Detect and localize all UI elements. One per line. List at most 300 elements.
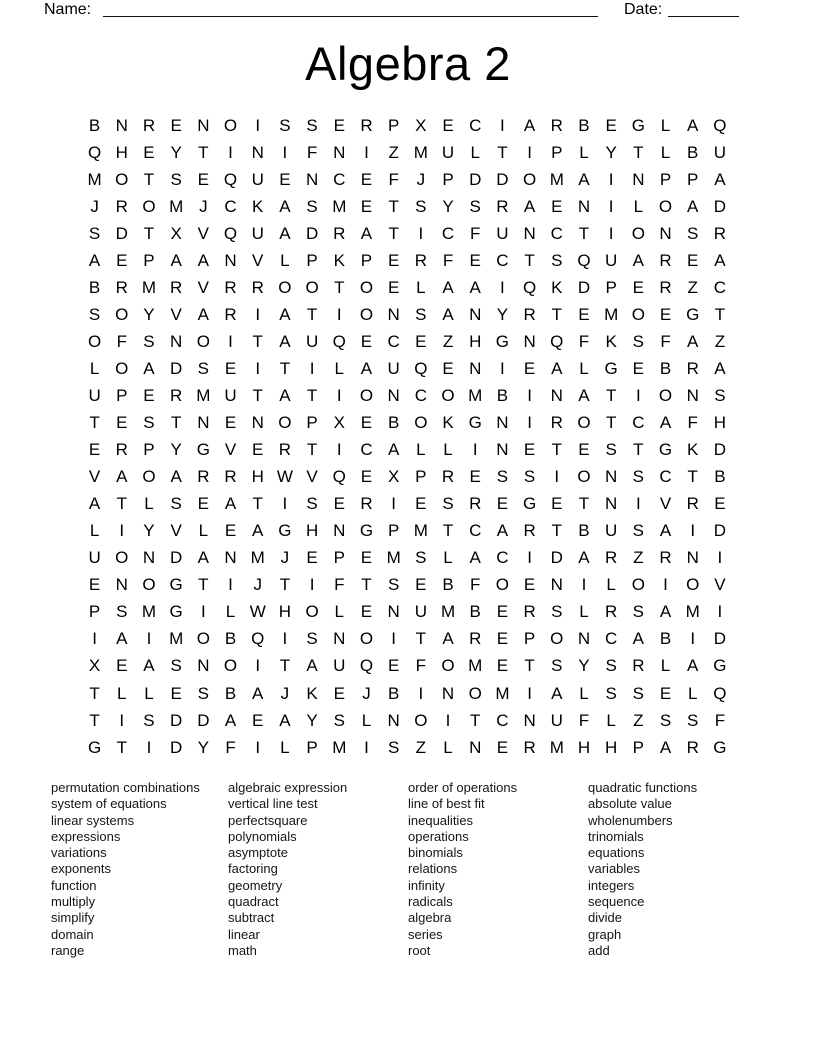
grid-cell: T <box>470 710 481 730</box>
grid-cell: T <box>578 494 590 514</box>
grid-cell: M <box>250 548 265 568</box>
grid-cell: O <box>686 575 700 595</box>
grid-cell: B <box>88 277 101 297</box>
word-item: inequalities <box>408 812 474 828</box>
grid-cell: N <box>142 548 156 568</box>
grid-cell: Q <box>223 169 238 189</box>
grid-cell: A <box>659 413 672 433</box>
grid-cell: P <box>523 629 536 649</box>
grid-cell: L <box>280 737 290 757</box>
grid-cell: Q <box>251 629 265 649</box>
grid-cell: N <box>197 413 210 433</box>
grid-cell: A <box>360 358 373 378</box>
grid-cell: T <box>361 575 372 595</box>
grid-cell: J <box>416 169 426 189</box>
grid-cell: R <box>523 737 536 757</box>
grid-cell: P <box>387 521 400 541</box>
grid-cell: D <box>577 277 591 297</box>
grid-cell: R <box>360 494 373 514</box>
grid-cell: G <box>658 440 673 460</box>
grid-cell: U <box>713 142 727 162</box>
grid-cell: I <box>391 629 397 649</box>
grid-cell: C <box>605 629 618 649</box>
grid-cell: N <box>441 683 455 703</box>
word-item: exponents <box>51 861 111 877</box>
grid-cell: I <box>527 683 532 703</box>
grid-cell: R <box>224 304 237 324</box>
grid-cell: J <box>199 196 208 216</box>
grid-cell: S <box>659 710 672 730</box>
word-item: variables <box>588 861 641 877</box>
grid-cell: V <box>224 440 237 460</box>
grid-cell: N <box>496 413 509 433</box>
grid-cell: E <box>170 683 182 703</box>
grid-cell: E <box>224 413 237 433</box>
grid-cell: A <box>279 710 291 730</box>
grid-cell: Q <box>332 467 346 487</box>
grid-cell: A <box>442 629 454 649</box>
word-item: order of operations <box>408 780 518 795</box>
grid-cell: N <box>251 142 264 162</box>
grid-cell: X <box>170 223 182 243</box>
grid-cell: F <box>578 331 590 351</box>
grid-cell: E <box>496 629 509 649</box>
grid-cell: E <box>224 521 237 541</box>
grid-cell: L <box>579 602 589 622</box>
grid-cell: A <box>659 737 672 757</box>
grid-cell: N <box>469 358 482 378</box>
grid-cell: Z <box>442 331 454 351</box>
grid-cell: V <box>197 277 210 297</box>
grid-cell: I <box>635 494 641 514</box>
word-column-2 <box>228 780 347 959</box>
grid-cell: O <box>359 277 374 297</box>
grid-cell: E <box>496 656 509 676</box>
word-column-3 <box>408 780 517 959</box>
grid-cell: V <box>197 223 210 243</box>
grid-cell: R <box>115 440 128 460</box>
grid-cell: Q <box>359 656 374 676</box>
grid-cell: A <box>687 115 699 135</box>
word-item: line of best fit <box>408 796 485 812</box>
grid-cell: P <box>442 169 454 189</box>
grid-cell: I <box>418 223 424 243</box>
word-item: simplify <box>51 910 95 926</box>
grid-cell: R <box>414 250 427 270</box>
grid-cell: E <box>333 494 345 514</box>
grid-cell: U <box>414 602 427 622</box>
grid-cell: S <box>605 440 617 460</box>
grid-cell: I <box>282 142 288 162</box>
grid-cell: I <box>500 358 505 378</box>
grid-cell: R <box>469 494 482 514</box>
grid-cell: P <box>659 169 672 189</box>
grid-cell: O <box>115 304 129 324</box>
grid-cell: O <box>468 683 482 703</box>
grid-cell: Q <box>522 277 537 297</box>
grid-cell: I <box>717 602 723 622</box>
grid-cell: M <box>468 656 483 676</box>
grid-cell: M <box>332 196 347 216</box>
grid-cell: T <box>252 494 263 514</box>
grid-cell: I <box>418 683 424 703</box>
grid-cell: K <box>605 331 617 351</box>
grid-cell: F <box>687 413 698 433</box>
grid-cell: P <box>306 250 318 270</box>
grid-cell: R <box>224 277 237 297</box>
grid-cell: T <box>279 358 291 378</box>
grid-cell: O <box>87 331 102 351</box>
grid-cell: Y <box>306 710 318 730</box>
grid-cell: M <box>413 142 428 162</box>
word-column-1 <box>51 780 200 959</box>
grid-cell: L <box>416 277 426 297</box>
grid-cell: T <box>415 629 427 649</box>
grid-cell: U <box>496 223 509 243</box>
grid-cell: C <box>333 169 346 189</box>
grid-cell: G <box>522 494 537 514</box>
grid-cell: L <box>633 196 644 216</box>
grid-cell: E <box>224 358 237 378</box>
grid-cell: A <box>224 710 237 730</box>
grid-cell: O <box>441 656 455 676</box>
grid-cell: L <box>660 115 671 135</box>
grid-cell: I <box>527 548 532 568</box>
grid-cell: E <box>605 115 617 135</box>
grid-cell: A <box>632 629 645 649</box>
grid-cell: A <box>197 304 210 324</box>
word-item: divide <box>588 910 622 926</box>
grid-cell: I <box>119 710 125 730</box>
grid-cell: C <box>496 250 509 270</box>
grid-cell: O <box>223 656 238 676</box>
grid-cell: I <box>581 575 587 595</box>
grid-cell: I <box>255 304 261 324</box>
grid-cell: G <box>604 358 618 378</box>
grid-cell: A <box>469 277 481 297</box>
grid-cell: T <box>143 169 155 189</box>
grid-cell: W <box>249 602 266 622</box>
grid-cell: E <box>551 494 563 514</box>
grid-cell: S <box>197 683 210 703</box>
grid-cell: P <box>360 250 373 270</box>
date-label: Date: <box>624 1 663 18</box>
word-item: variations <box>51 845 107 861</box>
grid-cell: S <box>687 710 699 730</box>
grid-cell: U <box>251 223 264 243</box>
grid-cell: B <box>496 385 509 405</box>
grid-cell: Q <box>713 683 727 703</box>
grid-cell: N <box>251 413 264 433</box>
grid-cell: R <box>686 358 699 378</box>
grid-cell: R <box>523 521 536 541</box>
grid-cell: E <box>360 467 373 487</box>
grid-cell: Z <box>714 331 726 351</box>
grid-cell: T <box>306 385 318 405</box>
grid-cell: J <box>280 683 290 703</box>
grid-cell: S <box>387 737 400 757</box>
grid-cell: B <box>659 358 672 378</box>
grid-cell: T <box>714 304 726 324</box>
grid-cell: C <box>469 115 482 135</box>
grid-cell: I <box>255 358 261 378</box>
grid-cell: E <box>360 548 373 568</box>
grid-cell: F <box>334 575 345 595</box>
grid-cell: R <box>523 602 536 622</box>
grid-cell: A <box>387 440 400 460</box>
word-item: perfectsquare <box>228 812 308 828</box>
grid-cell: N <box>305 169 319 189</box>
grid-cell: I <box>200 602 206 622</box>
grid-cell: I <box>336 440 342 460</box>
grid-cell: E <box>360 413 373 433</box>
grid-cell: R <box>605 602 618 622</box>
grid-cell: Q <box>550 331 564 351</box>
grid-cell: M <box>604 304 619 324</box>
grid-cell: A <box>632 250 645 270</box>
grid-cell: O <box>550 629 564 649</box>
grid-cell: E <box>143 142 155 162</box>
grid-cell: I <box>608 169 614 189</box>
grid-cell: R <box>659 277 672 297</box>
grid-cell: C <box>414 385 427 405</box>
grid-cell: D <box>170 358 183 378</box>
grid-cell: U <box>605 521 618 541</box>
grid-cell: L <box>579 358 589 378</box>
grid-cell: S <box>442 494 454 514</box>
grid-cell: S <box>415 196 427 216</box>
grid-cell: I <box>717 548 723 568</box>
grid-cell: P <box>551 142 563 162</box>
grid-cell: X <box>387 467 400 487</box>
name-label: Name: <box>44 1 92 18</box>
grid-cell: S <box>170 169 182 189</box>
grid-cell: K <box>551 277 563 297</box>
grid-cell: E <box>442 115 454 135</box>
word-item: permutation combinations <box>51 780 200 795</box>
grid-cell: S <box>687 223 699 243</box>
grid-cell: E <box>360 169 373 189</box>
grid-cell: A <box>578 169 590 189</box>
word-item: math <box>228 942 257 958</box>
grid-cell: N <box>550 385 563 405</box>
grid-cell: U <box>88 548 101 568</box>
date-blank-line <box>668 16 739 17</box>
word-item: binomials <box>408 845 463 861</box>
grid-cell: M <box>549 737 564 757</box>
grid-cell: Y <box>496 304 509 324</box>
grid-cell: E <box>197 494 210 514</box>
grid-cell: Q <box>87 142 102 162</box>
grid-cell: I <box>336 385 342 405</box>
grid-cell: A <box>143 656 155 676</box>
grid-cell: U <box>550 710 563 730</box>
grid-cell: A <box>714 250 726 270</box>
grid-cell: A <box>143 358 155 378</box>
grid-cell: N <box>605 467 618 487</box>
grid-cell: R <box>441 467 455 487</box>
grid-cell: O <box>196 331 210 351</box>
grid-cell: T <box>89 413 100 433</box>
grid-cell: R <box>170 277 183 297</box>
grid-cell: A <box>252 683 264 703</box>
word-item: geometry <box>228 877 283 893</box>
grid-cell: J <box>90 196 99 216</box>
grid-cell: F <box>660 331 671 351</box>
word-item: multiply <box>51 894 96 910</box>
grid-cell: B <box>442 575 454 595</box>
word-item: sequence <box>588 894 645 910</box>
grid-cell: V <box>659 494 672 514</box>
grid-cell: R <box>496 196 509 216</box>
grid-cell: A <box>279 304 291 324</box>
grid-cell: H <box>251 467 264 487</box>
grid-cell: S <box>279 115 291 135</box>
grid-cell: R <box>170 385 183 405</box>
grid-cell: R <box>278 440 292 460</box>
grid-cell: C <box>659 467 672 487</box>
word-item: algebra <box>408 910 452 926</box>
grid-cell: R <box>605 548 618 568</box>
grid-cell: A <box>279 223 291 243</box>
grid-cell: S <box>551 602 563 622</box>
grid-cell: B <box>687 142 699 162</box>
grid-cell: L <box>117 683 127 703</box>
grid-cell: E <box>551 196 563 216</box>
grid-cell: A <box>578 548 590 568</box>
grid-cell: V <box>252 250 264 270</box>
grid-cell: N <box>387 602 400 622</box>
grid-cell: E <box>496 737 509 757</box>
grid-cell: D <box>197 710 210 730</box>
grid-cell: A <box>523 196 536 216</box>
word-item: infinity <box>408 877 445 893</box>
grid-cell: S <box>415 304 427 324</box>
grid-cell: R <box>224 467 237 487</box>
grid-cell: F <box>388 169 399 189</box>
grid-cell: A <box>442 277 454 297</box>
grid-cell: Y <box>143 521 155 541</box>
grid-cell: P <box>387 115 400 135</box>
grid-cell: T <box>497 142 508 162</box>
grid-cell: U <box>305 331 319 351</box>
grid-cell: G <box>278 521 292 541</box>
grid-cell: H <box>605 737 618 757</box>
grid-cell: M <box>386 548 401 568</box>
grid-cell: I <box>690 629 696 649</box>
grid-cell: U <box>605 250 618 270</box>
grid-cell: N <box>523 331 536 351</box>
grid-cell: U <box>333 656 346 676</box>
grid-cell: G <box>196 440 210 460</box>
grid-cell: O <box>414 413 428 433</box>
grid-cell: E <box>469 250 481 270</box>
grid-cell: L <box>198 521 209 541</box>
grid-cell: N <box>387 385 400 405</box>
grid-cell: R <box>115 196 128 216</box>
grid-cell: B <box>659 629 672 649</box>
grid-cell: I <box>527 385 532 405</box>
grid-cell: M <box>685 602 700 622</box>
grid-cell: I <box>608 223 614 243</box>
grid-cell: N <box>115 575 128 595</box>
grid-cell: I <box>282 629 288 649</box>
grid-cell: S <box>632 521 645 541</box>
grid-cell: S <box>632 602 645 622</box>
grid-cell: C <box>387 331 400 351</box>
grid-cell: H <box>713 413 727 433</box>
grid-cell: I <box>635 385 641 405</box>
grid-cell: T <box>551 304 562 324</box>
grid-cell: E <box>387 277 400 297</box>
grid-cell: N <box>115 115 128 135</box>
grid-cell: S <box>88 304 101 324</box>
grid-cell: G <box>713 656 727 676</box>
grid-cell: O <box>631 223 645 243</box>
grid-cell: L <box>280 250 290 270</box>
grid-cell: N <box>523 710 536 730</box>
grid-cell: G <box>87 737 102 757</box>
grid-cell: E <box>116 250 128 270</box>
grid-cell: E <box>116 413 128 433</box>
grid-cell: L <box>579 142 589 162</box>
grid-cell: L <box>443 440 453 460</box>
grid-cell: T <box>116 494 127 514</box>
grid-cell: K <box>687 440 699 460</box>
grid-cell: L <box>334 602 345 622</box>
grid-cell: Y <box>170 440 182 460</box>
grid-cell: N <box>686 548 699 568</box>
grid-cell: E <box>469 467 481 487</box>
grid-cell: V <box>306 467 318 487</box>
grid-cell: S <box>415 548 427 568</box>
grid-cell: B <box>224 683 237 703</box>
grid-cell: K <box>306 683 318 703</box>
grid-cell: T <box>306 440 318 460</box>
word-column-4 <box>588 780 697 959</box>
grid-cell: E <box>415 494 427 514</box>
grid-cell: Z <box>687 277 698 297</box>
grid-cell: Q <box>577 250 591 270</box>
grid-cell: S <box>170 494 182 514</box>
grid-cell: S <box>551 250 563 270</box>
grid-cell: L <box>144 494 154 514</box>
word-search-grid <box>81 112 734 761</box>
grid-cell: T <box>633 142 644 162</box>
grid-cell: F <box>116 331 127 351</box>
word-item: domain <box>51 926 94 942</box>
grid-cell: F <box>442 250 454 270</box>
grid-cell: T <box>252 331 263 351</box>
grid-cell: V <box>170 304 182 324</box>
grid-cell: L <box>443 548 453 568</box>
grid-cell: O <box>359 304 374 324</box>
grid-cell: D <box>469 169 482 189</box>
grid-cell: P <box>143 440 155 460</box>
grid-cell: T <box>116 737 127 757</box>
grid-cell: T <box>306 304 318 324</box>
grid-cell: T <box>524 656 535 676</box>
grid-cell: A <box>116 467 128 487</box>
grid-cell: E <box>143 385 155 405</box>
grid-cell: O <box>522 169 537 189</box>
grid-cell: T <box>198 575 209 595</box>
grid-cell: T <box>388 223 399 243</box>
grid-cell: I <box>309 575 315 595</box>
grid-cell: I <box>500 277 505 297</box>
grid-cell: E <box>88 575 101 595</box>
grid-cell: O <box>305 277 319 297</box>
